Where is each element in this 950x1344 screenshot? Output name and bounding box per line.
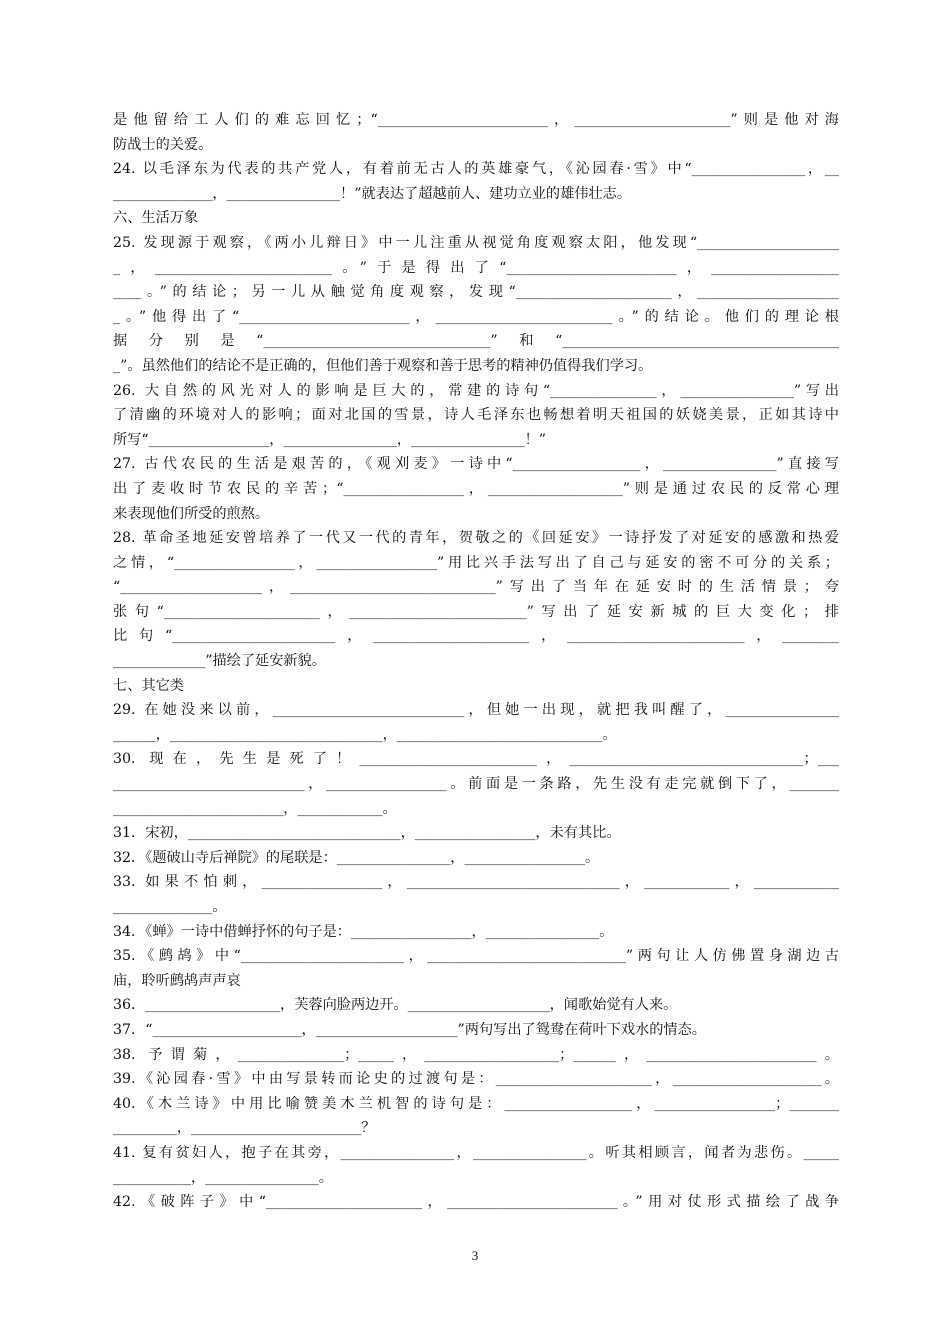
text-line: _，_________________________。”于是得出了“________________________，__________________: [113, 259, 839, 276]
text-line: 来表现他们所受的煎熬。: [113, 505, 270, 522]
text-line: 29. 在她没来以前，___________________________，但她一出现，就把我叫醒了，________________: [113, 702, 839, 719]
text-line: _”。虽然他们的结论不是正确的，但他们善于观察和善于思考的精神仍值得我们学习。: [113, 357, 653, 374]
text-line: 之情，“_________________，_________________”用比兴手法写出了自己与延安的密不可分的关系；: [113, 554, 839, 571]
text-line: 39.《沁园春·雪》中由写景转而论史的过渡句是：______________________，_____________________。: [113, 1071, 839, 1088]
page-number: 3: [471, 1248, 479, 1263]
text-line: 36．___________________，芙蓉向脸两边开。____________________，闻歌始觉有人来。: [113, 997, 678, 1014]
text-line: 26. 大自然的风光对人的影响是巨大的，常建的诗句“_______________，________________”写出: [113, 382, 839, 399]
text-line: _____________”描绘了延安新貌。: [113, 653, 326, 670]
text-line: “____________________，_____________________________”写出了当年在延安时的生活情景；夸: [113, 579, 839, 596]
text-line: 30. 现在，先生是死了！_________________________，_________________________________；___: [113, 751, 839, 768]
text-line: 出了麦收时节农民的辛苦；“_________________，___________________”则是通过农民的反常心理: [113, 480, 839, 497]
text-line: 33. 如果不怕刺，_________________，______________________________，____________，____________: [113, 874, 839, 891]
text-line: ________________________，____________。: [113, 800, 397, 817]
text-line: 37．“_____________________，____________________”两句写出了鸳鸯在荷叶下戏水的情态。: [113, 1021, 706, 1038]
text-line: ______________，________________！”就表达了超越前人、建功立业的雄伟壮志。: [113, 185, 632, 202]
text-line: 所写“_________________，________________，________________！”: [113, 431, 547, 448]
text-line: 是他留给工人们的难忘回忆；“________________________，______________________”则是他对海: [113, 112, 839, 128]
text-line: 据分别是“________________________________”和“_______________________________________: [113, 333, 839, 350]
text-line: 24. 以毛泽东为代表的共产党人，有着前无古人的英雄豪气，《沁园春·雪》中“________________，__: [113, 161, 839, 178]
text-line: 35.《鹧鸪》中“_______________________，____________________________”两句让人仿佛置身湖边古: [113, 948, 839, 965]
text-line: _。”他得出了“________________________，_________________________。”的结论。他们的理论根: [113, 308, 839, 325]
text-line: 40.《木兰诗》中用比喻赞美木兰机智的诗句是：__________________，_________________；_______: [113, 1095, 839, 1112]
text-line: 34．《蝉》一诗中借蝉抒怀的句子是：_________________，________________。: [113, 923, 614, 940]
text-line: 31．宋初，______________________________，_________________，未有其比。: [113, 825, 621, 842]
text-line: _________，________________________？: [113, 1120, 376, 1137]
text-line: 25. 发现源于观察，《两小儿辩日》中一儿注重从视觉角度观察太阳，他发现“____________________: [113, 234, 839, 251]
text-line: 张句“______________________，_________________________”写出了延安新城的巨大变化；排: [113, 603, 839, 620]
text-line: 42.《破阵子》中“______________________，________________________。”用对仗形式描绘了战争: [113, 1194, 839, 1211]
text-line: 六、生活万象: [113, 210, 199, 227]
text-line: 防战士的关爱。: [113, 136, 213, 153]
text-line: 七、其它类: [113, 677, 184, 694]
text-line: 41. 复有贫妇人，抱子在其旁，________________，________________。听其相顾言，闻者为悲伤。_____: [113, 1144, 839, 1161]
text-line: 比句“_______________________，______________________，_________________________，________: [113, 628, 839, 645]
text-line: 32．《题破山寺后禅院》的尾联是：________________，_________________。: [113, 849, 600, 866]
text-line: 38. 予谓菊，_______________；_____，___________________；______，________________________。: [113, 1046, 839, 1063]
text-line: ___________，________________。: [113, 1169, 333, 1186]
text-line: 27. 古代农民的生活是艰苦的，《观刈麦》一诗中“__________________，________________”直接写: [113, 456, 839, 473]
text-line: ______，______________________________，_____________________________。: [113, 726, 617, 743]
text-line: 28. 革命圣地延安曾培养了一代又一代的青年，贺敬之的《回延安》一诗抒发了对延安的感激和热爱: [113, 530, 839, 547]
document-body: [113, 108, 839, 1215]
text-line: ___________________________，_________________。前面是一条路，先生没有走完就倒下了，_______: [113, 776, 839, 793]
text-line: 了清幽的环境对人的影响；面对北国的雪景，诗人毛泽东也畅想着明天祖国的妖娆美景，正如其诗中: [113, 407, 839, 424]
text-line: ______________。: [113, 899, 227, 915]
text-line: ____。”的结论；另一儿从触觉角度观察，发现“______________________，____________________: [113, 284, 839, 301]
text-line: 庙，聆听鹧鸪声声哀: [113, 972, 241, 989]
